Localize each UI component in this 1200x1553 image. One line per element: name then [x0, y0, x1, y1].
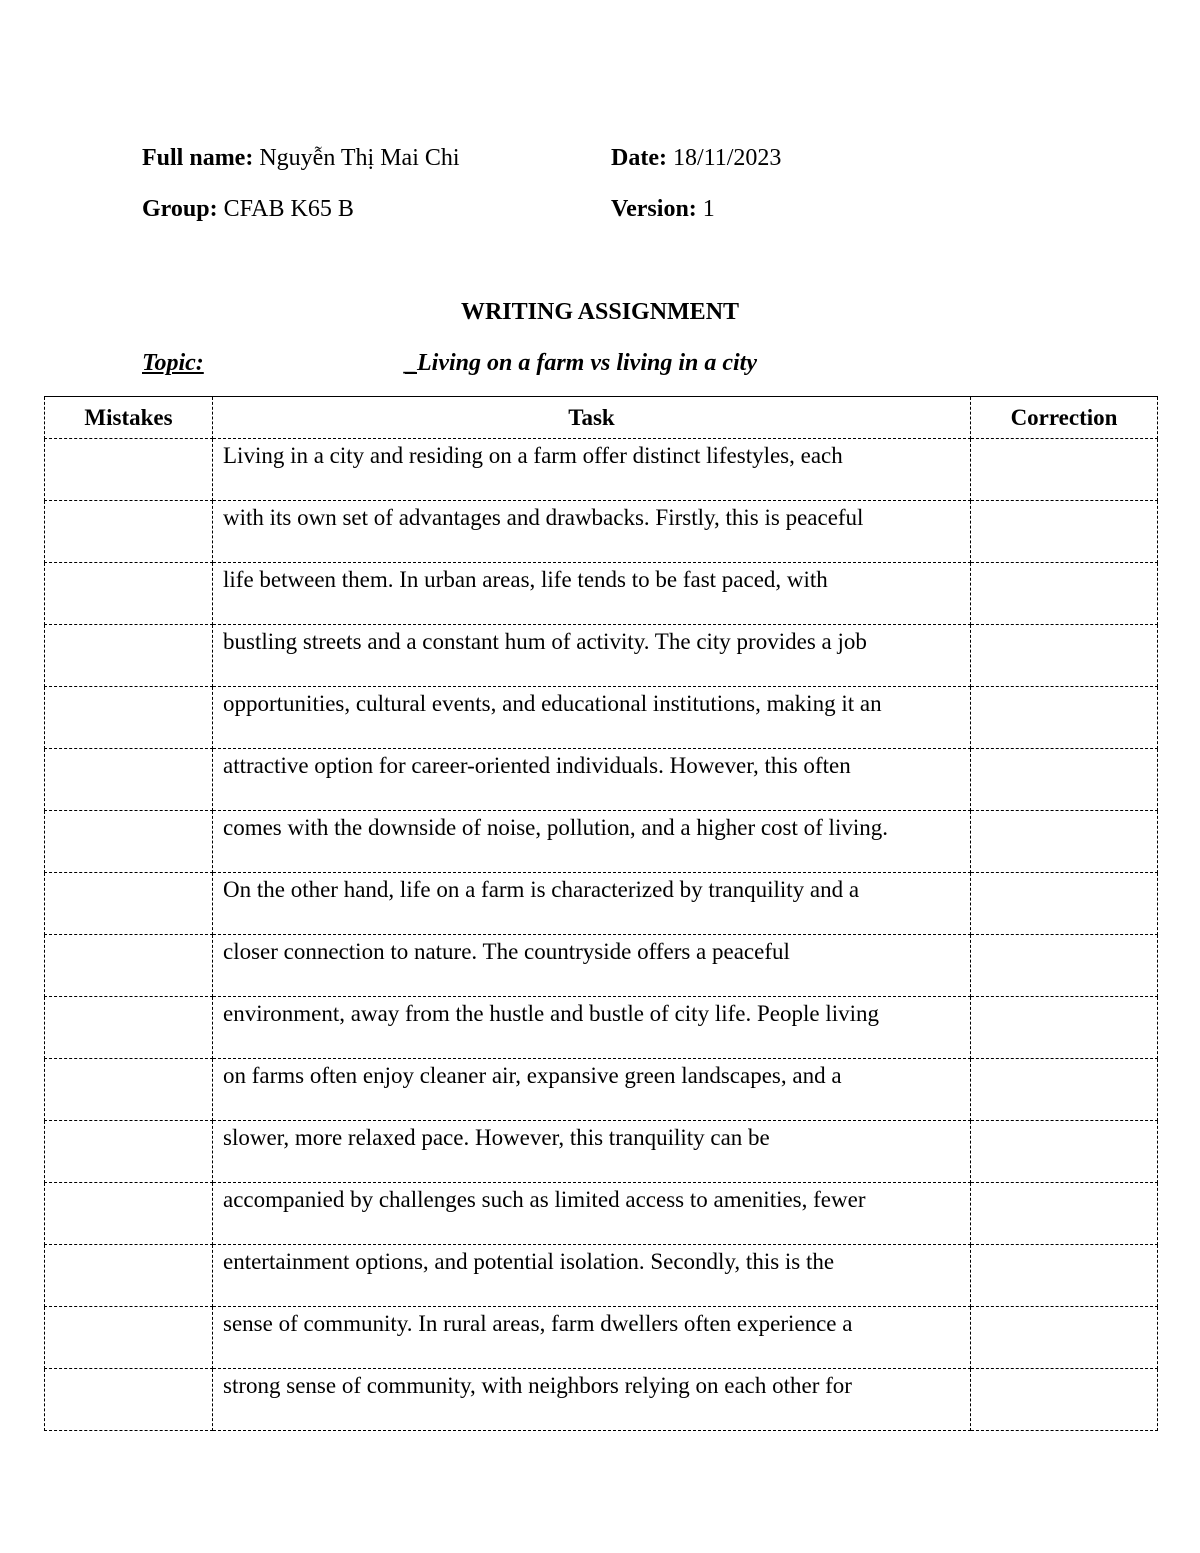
version-field [611, 194, 715, 224]
date-field [611, 143, 781, 173]
task-cell: closer connection to nature. The countryside offers a peaceful [213, 935, 971, 997]
task-cell: comes with the downside of noise, pollution, and a higher cost of living. [213, 811, 971, 873]
correction-cell [971, 563, 1158, 625]
mistakes-cell [45, 1307, 213, 1369]
task-cell: strong sense of community, with neighbors relying on each other for [213, 1369, 971, 1431]
group-field [142, 194, 354, 224]
correction-cell [971, 439, 1158, 501]
mistakes-cell [45, 563, 213, 625]
mistakes-cell [45, 1059, 213, 1121]
group-value: CFAB K65 B [223, 196, 354, 222]
mistakes-cell [45, 997, 213, 1059]
correction-cell [971, 1369, 1158, 1431]
task-cell: accompanied by challenges such as limited access to amenities, fewer [213, 1183, 971, 1245]
task-cell: Living in a city and residing on a farm offer distinct lifestyles, each [213, 439, 971, 501]
task-cell: on farms often enjoy cleaner air, expansive green landscapes, and a [213, 1059, 971, 1121]
task-cell: entertainment options, and potential isolation. Secondly, this is the [213, 1245, 971, 1307]
table-row [45, 625, 1158, 687]
task-cell: environment, away from the hustle and bustle of city life. People living [213, 997, 971, 1059]
table-row [45, 687, 1158, 749]
table-row [45, 1121, 1158, 1183]
mistakes-cell [45, 1245, 213, 1307]
correction-cell [971, 1245, 1158, 1307]
table-row [45, 749, 1158, 811]
mistakes-cell [45, 749, 213, 811]
task-cell: attractive option for career-oriented individuals. However, this often [213, 749, 971, 811]
correction-cell [971, 873, 1158, 935]
task-cell: On the other hand, life on a farm is characterized by tranquility and a [213, 873, 971, 935]
mistakes-cell [45, 811, 213, 873]
table-body [45, 439, 1158, 1431]
topic-value: Living on a farm vs living in a city [417, 350, 757, 376]
document-title: WRITING ASSIGNMENT [460, 299, 740, 325]
task-cell: opportunities, cultural events, and educational institutions, making it an [213, 687, 971, 749]
mistakes-cell [45, 687, 213, 749]
topic-lead: _ [405, 350, 417, 376]
correction-cell [971, 625, 1158, 687]
correction-cell [971, 1059, 1158, 1121]
task-cell: with its own set of advantages and drawbacks. Firstly, this is peaceful [213, 501, 971, 563]
full-name-label: Full name: [142, 145, 254, 171]
topic-label: Topic: [142, 350, 204, 376]
mistakes-cell [45, 625, 213, 687]
version-value: 1 [702, 196, 715, 222]
correction-cell [971, 1307, 1158, 1369]
table-row [45, 501, 1158, 563]
mistakes-cell [45, 501, 213, 563]
correction-cell [971, 1183, 1158, 1245]
full-name-field [142, 143, 460, 173]
mistakes-cell [45, 1183, 213, 1245]
mistakes-cell [45, 1369, 213, 1431]
table-row [45, 997, 1158, 1059]
version-label: Version: [611, 196, 697, 222]
assignment-table [44, 396, 1158, 1431]
table-row [45, 873, 1158, 935]
topic-text [405, 348, 757, 378]
table-row [45, 563, 1158, 625]
task-cell: bustling streets and a constant hum of activity. The city provides a job [213, 625, 971, 687]
correction-cell [971, 749, 1158, 811]
mistakes-cell [45, 873, 213, 935]
mistakes-cell [45, 439, 213, 501]
table-row [45, 1245, 1158, 1307]
table-row [45, 1183, 1158, 1245]
full-name-value: Nguyễn Thị Mai Chi [259, 145, 460, 171]
table-row [45, 1307, 1158, 1369]
mistakes-cell [45, 1121, 213, 1183]
column-header-task: Task [213, 397, 971, 439]
correction-cell [971, 1121, 1158, 1183]
correction-cell [971, 687, 1158, 749]
table-row [45, 811, 1158, 873]
task-cell: life between them. In urban areas, life tends to be fast paced, with [213, 563, 971, 625]
table-row [45, 1059, 1158, 1121]
column-header-mistakes: Mistakes [45, 397, 213, 439]
group-label: Group: [142, 196, 218, 222]
task-cell: slower, more relaxed pace. However, this tranquility can be [213, 1121, 971, 1183]
date-value: 18/11/2023 [672, 145, 782, 171]
correction-cell [971, 935, 1158, 997]
correction-cell [971, 501, 1158, 563]
task-cell: sense of community. In rural areas, farm dwellers often experience a [213, 1307, 971, 1369]
correction-cell [971, 811, 1158, 873]
column-header-correction: Correction [971, 397, 1158, 439]
date-label: Date: [611, 145, 667, 171]
table-row [45, 1369, 1158, 1431]
correction-cell [971, 997, 1158, 1059]
table-row [45, 935, 1158, 997]
table-header-row [45, 397, 1158, 439]
mistakes-cell [45, 935, 213, 997]
table-row [45, 439, 1158, 501]
